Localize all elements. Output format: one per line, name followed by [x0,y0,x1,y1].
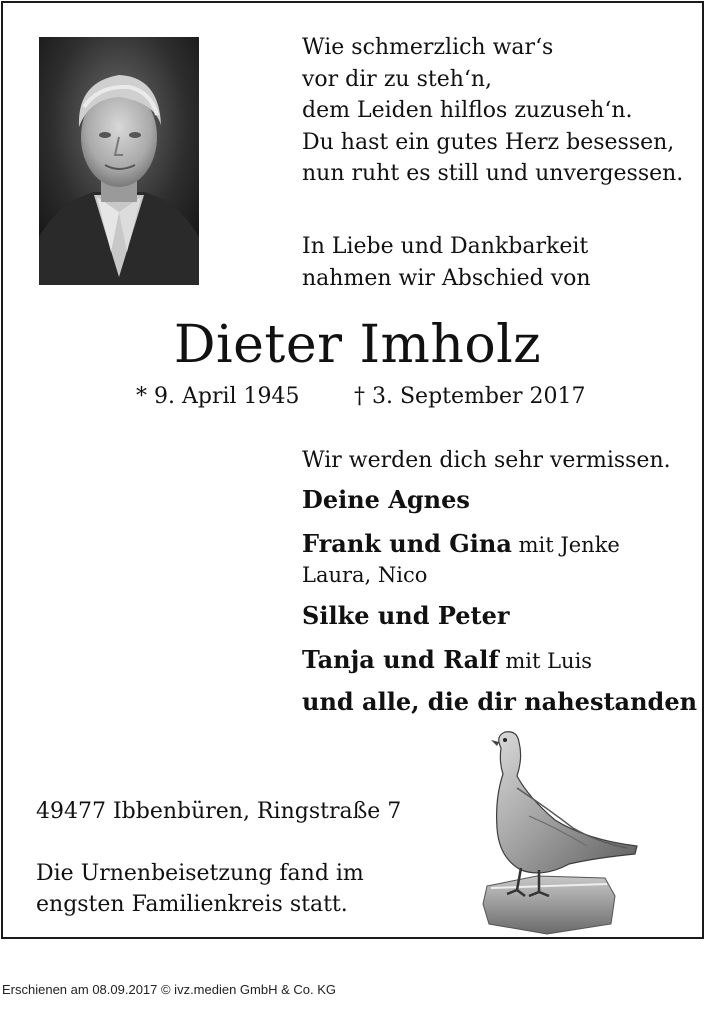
dove-icon [477,728,647,940]
family-names: Tanja und Ralf [302,645,499,674]
family-names: Silke und Peter [302,601,510,630]
family-line [302,485,470,514]
poem-line: Wie schmerzlich war‘s [302,35,554,60]
poem-line: nun ruht es still und unvergessen. [302,161,684,186]
poem-line: vor dir zu steh‘n, [302,66,493,92]
closing-sentence: Wir werden dich sehr vermissen. [302,448,671,473]
burial-note [36,858,364,920]
family-names: Frank und Gina [302,529,512,558]
deceased-name: Dieter Imholz [173,315,542,375]
poem-line: dem Leiden hilflos zuzuseh‘n. [302,98,633,123]
family-children: Laura, Nico [302,563,428,587]
intro-line: In Liebe und Dankbarkeit [302,234,589,259]
portrait-photo [39,37,199,285]
family-names: und alle, die dir nahestanden [302,687,698,716]
family-line [302,687,697,716]
family-names: Deine Agnes [302,485,470,514]
burial-note-line: Die Urnenbeisetzung fand im [36,861,364,886]
family-line [302,529,620,558]
family-line [302,645,592,674]
intro-text [302,231,591,294]
family-line [302,601,510,630]
poem [302,32,683,190]
family-line [302,563,427,588]
poem-line: Du hast ein gutes Herz besessen, [302,129,675,155]
portrait-illustration [39,37,199,285]
family-children: mit Jenke [511,533,620,557]
obituary-notice [1,1,704,939]
publication-footer: Erschienen am 08.09.2017 © ivz.medien GmbH & Co. KG [2,982,337,997]
death-date: † 3. September 2017 [354,384,586,409]
burial-note-line: engsten Familienkreis statt. [36,892,348,917]
dove-sculpture-image [477,728,647,940]
family-children: mit Luis [498,649,593,673]
intro-line: nahmen wir Abschied von [302,265,591,291]
address: 49477 Ibbenbüren, Ringstraße 7 [36,799,402,824]
birth-date: * 9. April 1945 [136,384,300,409]
